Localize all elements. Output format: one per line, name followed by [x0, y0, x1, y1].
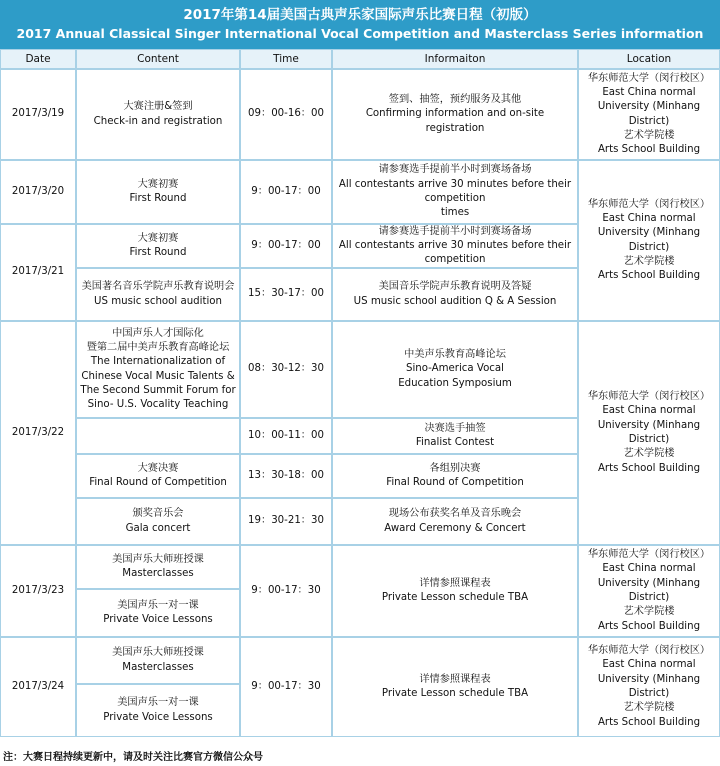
- info-en: Sino-America Vocal Education Symposium: [398, 363, 512, 389]
- header-date: [0, 49, 76, 69]
- time-text: 10：00-11：00: [248, 429, 324, 441]
- content-en: US music school audition: [94, 295, 222, 307]
- info-cn: 请参赛选手提前半小时到赛场备场: [378, 164, 532, 176]
- content-en: First Round: [129, 247, 187, 258]
- location-cn: 艺术学院楼: [623, 255, 675, 267]
- location-cn: 华东师范大学（闵行校区）: [587, 198, 711, 210]
- title-english: 2017 Annual Classical Singer International Vocal Competition and Masterclass Series information: [16, 26, 704, 41]
- date-text: 2017/3/21: [11, 266, 65, 278]
- location-cn: 华东师范大学（闵行校区）: [587, 72, 711, 84]
- date-text: 2017/3/24: [11, 680, 65, 692]
- header-info-label: Informaiton: [424, 52, 486, 65]
- content-cn: 美国声乐一对一课: [117, 599, 199, 611]
- content-cn: 大赛决赛: [137, 462, 179, 474]
- location-cn: 艺术学院楼: [623, 606, 675, 618]
- location-en: East China normal University (Minhang District): [597, 563, 701, 603]
- info-cn: 详情参照课程表: [419, 673, 491, 685]
- info-cell: [332, 498, 578, 545]
- header-location-label: Location: [626, 52, 672, 65]
- content-cell: [76, 69, 240, 160]
- content-cell: [76, 545, 240, 589]
- location-cell: [578, 321, 720, 545]
- content-cell: [76, 321, 240, 418]
- date-text: 2017/3/23: [11, 584, 65, 596]
- location-cn: 华东师范大学（闵行校区）: [587, 549, 711, 561]
- content-cell: [76, 498, 240, 545]
- info-en: Finalist Contest: [415, 437, 495, 448]
- time-text: 9：00-17：00: [251, 185, 321, 197]
- info-cn: 决赛选手抽签: [424, 422, 486, 434]
- content-cn: 中国声乐人才国际化: [112, 327, 204, 339]
- location-cell: [578, 160, 720, 321]
- info-cell: [332, 454, 578, 498]
- location-en: East China normal University (Minhang District): [597, 86, 701, 127]
- time-cell: [240, 418, 332, 454]
- content-cn: 大赛初赛: [137, 232, 179, 244]
- content-cell: [76, 637, 240, 684]
- content-cell: [76, 268, 240, 321]
- time-text: 9：00-17：30: [251, 680, 321, 692]
- time-cell: [240, 160, 332, 224]
- header-location: [578, 49, 720, 69]
- info-en: All contestants arrive 30 minutes before their competition: [338, 239, 572, 266]
- title-chinese: 2017年第14届美国古典声乐家国际声乐比赛日程（初版）: [183, 7, 537, 23]
- info-cell: [332, 160, 578, 224]
- info-cell: [332, 69, 578, 160]
- info-cn: 美国音乐学院声乐教育说明及答疑: [378, 281, 532, 293]
- info-cn: 请参赛选手提前半小时到赛场备场: [378, 225, 532, 237]
- info-en: Private Lesson schedule TBA: [381, 688, 529, 699]
- header-content-label: Content: [137, 52, 179, 65]
- info-cn: 中美声乐教育高峰论坛: [404, 349, 506, 361]
- time-text: 13：30-18：00: [248, 469, 324, 481]
- location-building: Arts School Building: [597, 270, 701, 282]
- date-cell: [0, 545, 76, 637]
- time-text: 09：00-16：00: [248, 108, 324, 120]
- content-cell-empty: [76, 418, 240, 454]
- time-text: 08：30-12：30: [248, 363, 324, 375]
- content-en: Masterclasses: [122, 661, 194, 673]
- header-time: [240, 49, 332, 69]
- time-text: 9：00-17：30: [251, 584, 321, 596]
- footer-note: 注：大赛日程持续更新中，请及时关注比赛官方微信公众号: [3, 752, 263, 763]
- date-text: 2017/3/20: [11, 185, 65, 197]
- content-cn: 美国声乐大师班授课: [112, 647, 204, 659]
- content-cn: 美国著名音乐学院声乐教育说明会: [81, 281, 235, 293]
- location-building: Arts School Building: [597, 620, 701, 632]
- header-date-label: Date: [25, 52, 51, 65]
- time-text: 19：30-21：30: [248, 515, 324, 527]
- info-en: times: [440, 207, 470, 219]
- date-cell: [0, 160, 76, 224]
- time-cell: [240, 224, 332, 268]
- info-en: All contestants arrive 30 minutes before their competition: [338, 178, 572, 204]
- location-cell: [578, 69, 720, 160]
- content-en: Masterclasses: [122, 568, 194, 579]
- info-cn: 现场公布获奖名单及音乐晚会: [388, 508, 522, 520]
- time-cell: [240, 321, 332, 418]
- content-cell: [76, 589, 240, 637]
- date-cell: [0, 69, 76, 160]
- info-en: US music school audition Q & A Session: [353, 295, 557, 307]
- date-text: 2017/3/22: [11, 426, 65, 438]
- info-cell: [332, 268, 578, 321]
- content-cn: 美国声乐一对一课: [117, 697, 199, 709]
- info-cn: 各组别决赛: [429, 462, 481, 474]
- location-cn: 华东师范大学（闵行校区）: [587, 391, 711, 403]
- content-cn: 美国声乐大师班授课: [112, 553, 204, 565]
- content-en: Gala concert: [125, 522, 191, 534]
- header-information: [332, 49, 578, 69]
- location-building: Arts School Building: [597, 716, 701, 728]
- location-cn: 艺术学院楼: [623, 702, 675, 714]
- time-cell: [240, 454, 332, 498]
- info-cell: [332, 545, 578, 637]
- content-cn: 暨第二届中美声乐教育高峰论坛: [86, 341, 230, 353]
- location-cell: [578, 545, 720, 637]
- info-cn: 签到、抽签，预约服务及其他: [388, 94, 522, 106]
- location-en: East China normal University (Minhang District): [597, 405, 701, 445]
- time-cell: [240, 545, 332, 637]
- header-content: [76, 49, 240, 69]
- info-en: Confirming information and on-site registration: [365, 108, 545, 134]
- content-cell: [76, 684, 240, 737]
- time-cell: [240, 498, 332, 545]
- content-cell: [76, 454, 240, 498]
- content-cn: 颁奖音乐会: [132, 508, 184, 520]
- info-en: Award Ceremony & Concert: [384, 522, 526, 534]
- info-en: Final Round of Competition: [386, 477, 524, 488]
- info-cell: [332, 637, 578, 737]
- content-en: First Round: [129, 193, 187, 204]
- info-cell: [332, 321, 578, 418]
- content-en: Final Round of Competition: [89, 477, 227, 488]
- info-cell: [332, 224, 578, 268]
- location-building: Arts School Building: [597, 144, 701, 156]
- content-en: Private Voice Lessons: [103, 614, 213, 625]
- time-cell: [240, 268, 332, 321]
- location-building: Arts School Building: [597, 462, 701, 474]
- info-en: Private Lesson schedule TBA: [381, 592, 529, 603]
- location-cn: 艺术学院楼: [623, 448, 675, 460]
- location-cell: [578, 637, 720, 737]
- date-cell: [0, 321, 76, 545]
- date-text: 2017/3/19: [11, 108, 65, 120]
- content-cn: 大赛初赛: [137, 178, 179, 190]
- info-cell: [332, 418, 578, 454]
- location-en: East China normal University (Minhang District): [597, 212, 701, 253]
- header-time-label: Time: [273, 52, 299, 65]
- time-cell: [240, 637, 332, 737]
- date-cell: [0, 637, 76, 737]
- location-cn: 艺术学院楼: [623, 129, 675, 141]
- location-en: East China normal University (Minhang District): [597, 659, 701, 699]
- time-text: 9：00-17：00: [251, 239, 321, 251]
- content-cell: [76, 224, 240, 268]
- content-en: Private Voice Lessons: [103, 711, 213, 723]
- date-cell: [0, 224, 76, 321]
- time-text: 15：30-17：00: [248, 288, 324, 300]
- info-cn: 详情参照课程表: [419, 577, 491, 589]
- content-cell: [76, 160, 240, 224]
- location-cn: 华东师范大学（闵行校区）: [587, 645, 711, 657]
- content-cn: 大赛注册&签到: [123, 101, 193, 113]
- content-en: The Internationalization of Chinese Vocal Music Talents & The Second Summit Forum for Sino- U.S. Vocality Teaching: [80, 356, 236, 411]
- content-en: Check-in and registration: [93, 115, 223, 127]
- time-cell: [240, 69, 332, 160]
